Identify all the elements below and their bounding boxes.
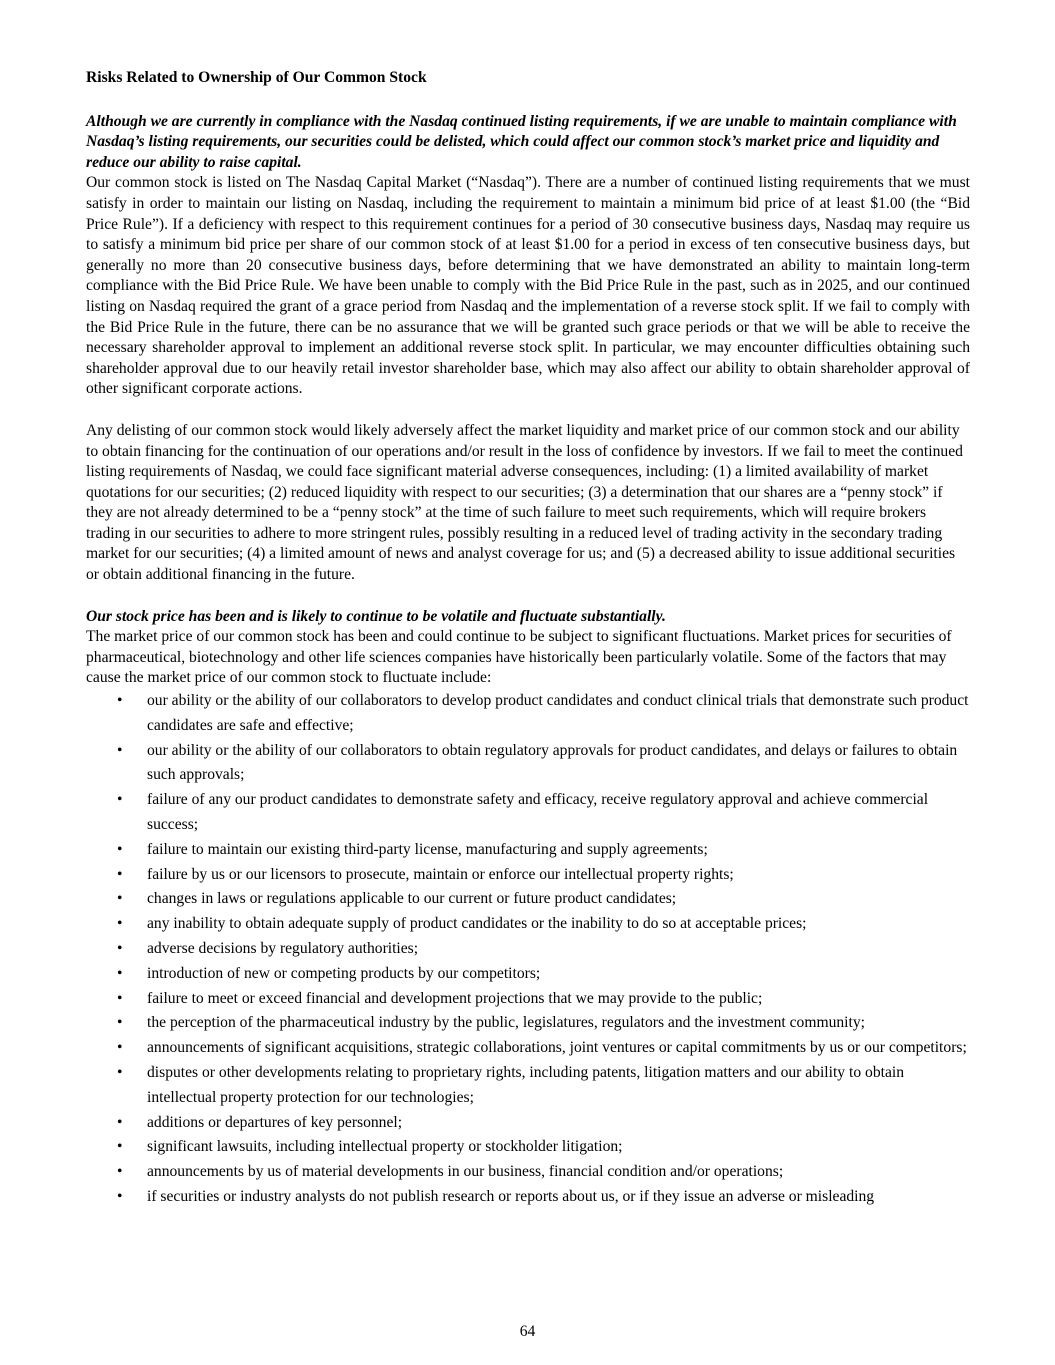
list-item-text: our ability or the ability of our collaborators to obtain regulatory approvals for product candidates, and delays or failures to obtain such approvals; [147,741,958,784]
list-item-text: disputes or other developments relating to proprietary rights, including patents, litigation matters and our ability to obtain intellectual property protection for our technologies; [147,1063,905,1106]
bullet-icon: • [117,692,123,710]
list-item-text: failure of any our product candidates to demonstrate safety and efficacy, receive regulatory approval and achieve commercial success; [147,791,929,834]
section-heading: Risks Related to Ownership of Our Common Stock [86,69,427,86]
risk-factor-title-nasdaq-listing: Although we are currently in compliance with the Nasdaq continued listing requirements, if we are unable to maintain compliance with Nasdaq’s listing requirements, our securities could be delisted, which could affect our common stock’s market price and liquidity and reduce our ability to raise capital. [86,112,957,171]
list-item [86,863,970,888]
bullet-icon: • [117,964,123,982]
list-item-text: announcements by us of material developments in our business, financial condition and/or operations; [147,1163,784,1181]
list-item-text: additions or departures of key personnel; [147,1113,403,1131]
list-item [86,1036,970,1061]
bullet-icon: • [117,791,123,809]
list-item-text: any inability to obtain adequate supply of product candidates or the inability to do so at acceptable prices; [147,915,807,933]
list-item-text: introduction of new or competing products by our competitors; [147,964,541,982]
bullet-icon: • [117,915,123,933]
list-item [86,1185,970,1210]
paragraph-nasdaq-listing-requirements: Our common stock is listed on The Nasdaq Capital Market (“Nasdaq”). There are a number of continued listing requirements that we must satisfy in order to maintain our listing on Nasdaq, including the requirement to maintain a minimum bid price of at least $1.00 (the “Bid Price Rule”). If a deficiency with respect to this requirement continues for a period of 30 consecutive business days, Nasdaq may require us to satisfy a minimum bid price per share of our common stock of at least $1.00 for a period in excess of ten consecutive business days, but generally no more than 20 consecutive business days, before determining that we have demonstrated an ability to maintain long-term compliance with the Bid Price Rule. We have been unable to comply with the Bid Price Rule in the past, such as in 2025, and our continued listing on Nasdaq required the grant of a grace period from Nasdaq and the implementation of a reverse stock split. If we fail to comply with the Bid Price Rule in the future, there can be no assurance that we will be granted such grace periods or that we will be able to receive the necessary shareholder approval to implement an additional reverse stock split. In particular, we may encounter difficulties obtaining such shareholder approval due to our heavily retail investor shareholder base, which may also affect our ability to obtain shareholder approval of other significant corporate actions. [86,174,970,398]
bullet-icon: • [117,890,123,908]
list-item [86,739,970,789]
bullet-icon: • [117,1113,123,1131]
list-item [86,887,970,912]
paragraph-spacer [86,400,970,421]
list-item-text: failure to meet or exceed financial and development projections that we may provide to the public; [147,989,763,1007]
bullet-icon: • [117,1187,123,1205]
list-item-text: significant lawsuits, including intellectual property or stockholder litigation; [147,1138,623,1156]
list-item-text: announcements of significant acquisitions, strategic collaborations, joint ventures or capital commitments by us or our competitors; [147,1039,967,1057]
bullet-icon: • [117,865,123,883]
document-page [86,68,970,1210]
list-item [86,1011,970,1036]
list-item [86,937,970,962]
list-item [86,788,970,838]
risk-factor-title-stock-volatility: Our stock price has been and is likely to continue to be volatile and fluctuate substantially. [86,607,666,625]
list-item [86,838,970,863]
list-item [86,962,970,987]
list-item-text: adverse decisions by regulatory authorities; [147,940,419,957]
bullet-icon: • [117,1039,123,1057]
list-item [86,1111,970,1136]
bullet-icon: • [117,1138,123,1156]
list-item [86,912,970,937]
page-number: 64 [519,1323,536,1340]
list-item [86,689,970,739]
fluctuation-factors-list [86,689,970,1210]
bullet-icon: • [117,1014,123,1032]
bullet-icon: • [117,989,123,1007]
list-item [86,1160,970,1185]
list-item [86,987,970,1012]
list-item-text: failure to maintain our existing third-party license, manufacturing and supply agreements; [147,840,708,858]
bullet-icon: • [117,1063,123,1081]
paragraph-spacer [86,586,970,607]
list-item-text: if securities or industry analysts do not publish research or reports about us, or if they issue an adverse or misleading [147,1187,875,1205]
list-item [86,1135,970,1160]
bullet-icon: • [117,741,123,759]
bullet-icon: • [117,1163,123,1181]
list-item [86,1061,970,1111]
bullet-icon: • [117,840,123,858]
list-item-text: changes in laws or regulations applicable to our current or future product candidates; [147,890,677,908]
paragraph-volatility-intro: The market price of our common stock has been and could continue to be subject to significant fluctuations. Market prices for securities of pharmaceutical, biotechnology and other life sciences companies have historically been particularly volatile. Some of the factors that may cause the market price of our common stock to fluctuate include: [86,628,952,687]
list-item-text: our ability or the ability of our collaborators to develop product candidates and conduct clinical trials that demonstrate such product candidates are safe and effective; [147,692,969,734]
list-item-text: failure by us or our licensors to prosecute, maintain or enforce our intellectual property rights; [147,865,734,883]
paragraph-delisting-consequences: Any delisting of our common stock would likely adversely affect the market liquidity and market price of our common stock and our ability to obtain financing for the continuation of our operations and/or result in the loss of confidence by investors. If we fail to meet the continued listing requirements of Nasdaq, we could face significant material adverse consequences, including: (1) a limited availability of market quotations for our securities; (2) reduced liquidity with respect to our securities; (3) a determination that our shares are a “penny stock” if they are not already determined to be a “penny stock” at the time of such failure to meet such requirements, which will require brokers trading in our securities to adhere to more stringent rules, possibly resulting in a reduced level of trading activity in the secondary trading market for our securities; (4) a limited amount of news and analyst coverage for us; and (5) a decreased ability to issue additional securities or obtain additional financing in the future. [86,421,963,584]
bullet-icon: • [117,940,123,957]
list-item-text: the perception of the pharmaceutical industry by the public, legislatures, regulators and the investment community; [147,1014,865,1032]
